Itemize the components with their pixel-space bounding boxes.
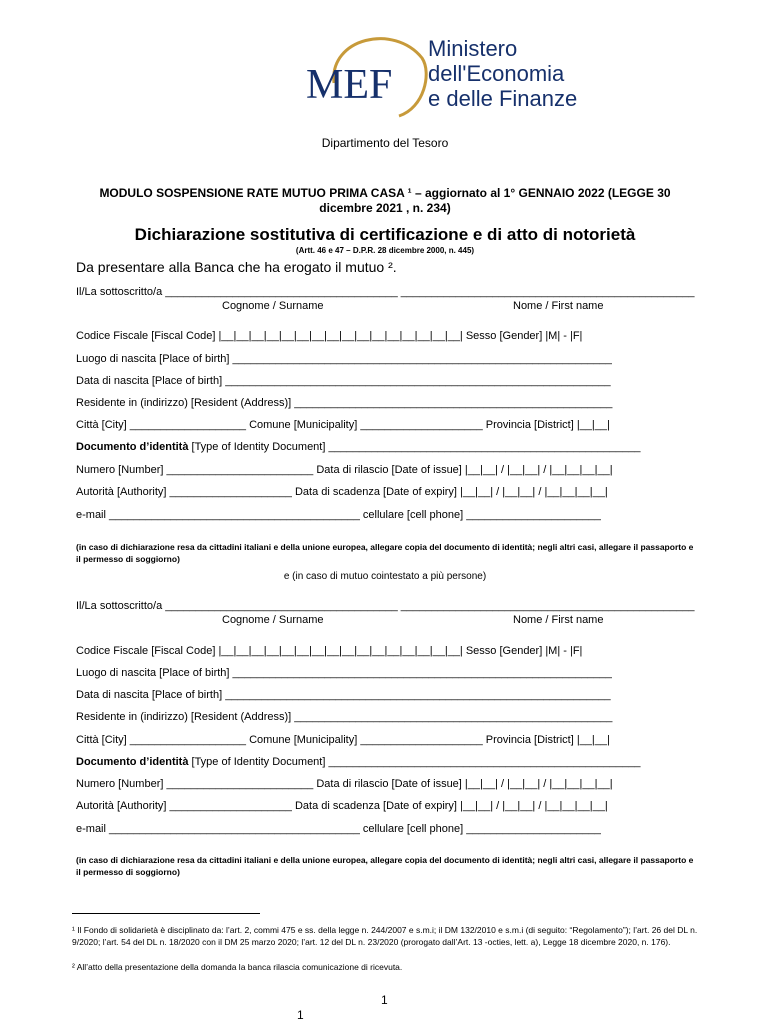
name-label: Nome / First name [513,614,604,626]
ministry-name [428,36,588,111]
department-name: Dipartimento del Tesoro [321,136,449,150]
name-label: Nome / First name [513,300,604,312]
cointestato-note: e (in caso di mutuo cointestato a più persone) [283,571,487,582]
id-note: (in caso di dichiarazione resa da cittadini italiani e della unione europea, allegare copia del documento di identità; negli altri casi, allegare il passaporto e il permesso di soggiorno) [76,542,694,564]
birthdate-field[interactable]: Data di nascita [Place of birth] _______________________________________________________________ [76,375,611,387]
id-document-field[interactable] [76,441,640,453]
intro-text: Da presentare alla Banca che ha erogato il mutuo ². [76,259,397,275]
id-document-label: Documento d’identità [76,756,189,768]
page-number-duplicate: 1 [297,1008,304,1022]
footnote-1: ¹ Il Fondo di solidarietà è disciplinato da: l’art. 2, commi 475 e ss. della legge n. 244/2007 e s.m.i; il DM 132/2010 e s.m.i (di seguito: “Regolamento”); l’art. 26 del DL n. 9/2020; l’art. 54 del DL n. 18/2020 con il DM 25 marzo 2020; l’art. 12 del DL n. 23/2020 (prorogato dall’Art. 13 -octies, lett. a), Legge 18 dicembre 2020, n. 176). [72,925,698,947]
id-document-rest: [Type of Identity Document] ___________________________________________________ [188,756,641,768]
id-document-label: Documento d’identità [76,441,189,453]
surname-label: Cognome / Surname [222,300,324,312]
id-document-field[interactable] [76,756,640,768]
address-field[interactable]: Residente in (indirizzo) [Resident (Address)] ____________________________________________________ [76,711,613,723]
city-field[interactable]: Città [City] ___________________ Comune [Municipality] ____________________ Provincia [District] |__|__| [76,734,610,746]
authority-field[interactable]: Autorità [Authority] ____________________ Data di scadenza [Date of expiry] |__|__| / |__|__| / |__|__|__|__| [76,800,608,812]
birthplace-field[interactable]: Luogo di nascita [Place of birth] ______________________________________________________________ [76,667,612,679]
page-number: 1 [381,993,388,1007]
address-field[interactable]: Residente in (indirizzo) [Resident (Address)] ____________________________________________________ [76,397,613,409]
legal-reference: (Artt. 46 e 47 – D.P.R. 28 dicembre 2000, n. 445) [295,246,475,255]
id-note: (in caso di dichiarazione resa da cittadini italiani e della unione europea, allegare copia del documento di identità; negli altri casi, allegare il passaporto e il permesso di soggiorno) [76,855,694,877]
signer-line[interactable]: Il/La sottoscritto/a ______________________________________ ________________________________________________ [76,286,695,298]
ministry-line-1: Ministero [428,36,518,61]
birthplace-field[interactable]: Luogo di nascita [Place of birth] ______________________________________________________________ [76,353,612,365]
fiscal-code-field[interactable]: Codice Fiscale [Fiscal Code] |__|__|__|__|__|__|__|__|__|__|__|__|__|__|__|__| Sesso [Gender] |M| - |F| [76,645,583,657]
number-field[interactable]: Numero [Number] ________________________ Data di rilascio [Date of issue] |__|__| / |__|__| / |__|__|__|__| [76,464,613,476]
fiscal-code-field[interactable]: Codice Fiscale [Fiscal Code] |__|__|__|__|__|__|__|__|__|__|__|__|__|__|__|__| Sesso [Gender] |M| - |F| [76,330,583,342]
email-field[interactable]: e-mail _________________________________________ cellulare [cell phone] ______________________ [76,509,601,521]
authority-field[interactable]: Autorità [Authority] ____________________ Data di scadenza [Date of expiry] |__|__| / |__|__| / |__|__|__|__| [76,486,608,498]
number-field[interactable]: Numero [Number] ________________________ Data di rilascio [Date of issue] |__|__| / |__|__| / |__|__|__|__| [76,778,613,790]
form-title: MODULO SOSPENSIONE RATE MUTUO PRIMA CASA ¹ – aggiornato al 1° GENNAIO 2022 (LEGGE 30 dicembre 2021 , n. 234) [99,186,671,215]
city-field[interactable]: Città [City] ___________________ Comune [Municipality] ____________________ Provincia [District] |__|__| [76,419,610,431]
surname-label: Cognome / Surname [222,614,324,626]
email-field[interactable]: e-mail _________________________________________ cellulare [cell phone] ______________________ [76,823,601,835]
declaration-title: Dichiarazione sostitutiva di certificazione e di atto di notorietà [134,225,636,244]
footnote-separator [72,913,260,914]
logo-letters: MEF [306,62,393,108]
birthdate-field[interactable]: Data di nascita [Place of birth] _______________________________________________________________ [76,689,611,701]
ministry-line-3: e delle Finanze [428,86,578,111]
footnote-2: ² All’atto della presentazione della domanda la banca rilascia comunicazione di ricevuta. [72,962,403,972]
ministry-line-2: dell'Economia [428,61,565,86]
id-document-rest: [Type of Identity Document] ___________________________________________________ [188,441,641,453]
signer-line[interactable]: Il/La sottoscritto/a ______________________________________ ________________________________________________ [76,600,695,612]
